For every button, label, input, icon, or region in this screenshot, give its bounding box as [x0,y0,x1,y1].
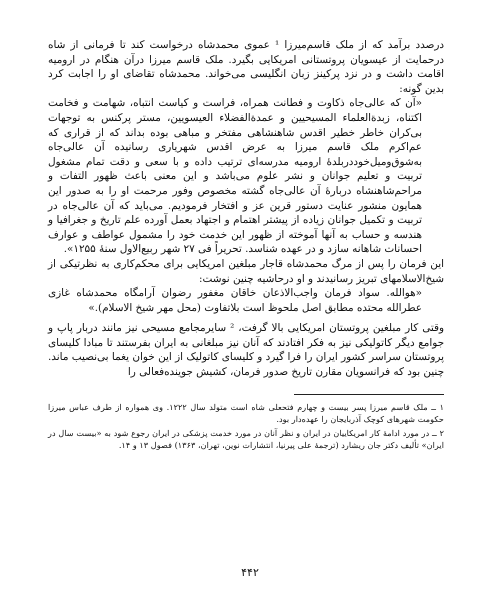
paragraph-missionaries: وقتی کار مبلغین پروتستان امریکایی بالا گرفت، ² سایرمجامع مسیحی نیز مانند دربار پاپ و جوامع دیگر کاتولیکی نیز به فکر افتادند که آنان نیز مبلغانی به ایران بفرستند تا مبادا کلیسای پروتستان سراسر کشور ایران را فرا گیرد و کلیسای کاتولیک از این خوان یغما بی‌نصیب ماند. چنین بود که فرانسویان مقارن تاریخ صدور فرمان، کشیش جوینده‌فعالی را [48,322,444,379]
footnote-divider [294,394,444,395]
paragraph-after-death: این فرمان را پس از مرگ محمدشاه قاجار مبلغین امریکایی برای محکم‌کاری به نظرتیکی از شیخ‌الاسلامهای تبریز رسانیدند و او درحاشیه چنین نوشت: [48,257,444,285]
footnote-2: ۲ ــ در مورد ادامهٔ کار امریکاییان در ایران و نظر آنان در مورد خدمت پزشکی در ایران رجوع شود به «بیست سال در ایران» تألیف دکتر جان ریشارد (ترجمهٔ علی پیرنیا، انتشارات نوین، تهران، ۱۳۶۳) فصول ۱۳ و ۱۴. [48,427,444,450]
paragraph-decree-quote: «آن که عالی‌جاه ذکاوت و فطانت همراه، فراست و کیاست انتباه، شهامت و فخامت اکتناه، زبدةالعلماء المسیحیین و عمدةالفضلاء العیسویین، مستر پرکنس به توجهات بی‌کران خاطر خطیر اقدس شاهنشاهی مفتخر و مباهی بوده بداند که از قراری که عم‌اکرم ملک قاسم میرزا به عرض اقدس شهریاری رسانیده آن عالی‌جاه به‌شوق‌ومیل‌خوددربلدۀ ارومیه مدرسه‌ای ترتیب داده و با سعی و دقت تمام مشغول تربیت و تعلیم جوانان و نشر علوم می‌باشد و این معنی باعث ظهور التفات و مراحم‌شاهنشاه دربارۀ آن عالی‌جاه گشته مخصوص وفور مرحمت او را به صدور این همایون منشور عنایت دستور قرین عز و افتخار فرمودیم. می‌باید که آن عالی‌جاه در تربیت و تکمیل جوانان زیاده از پیشتر اهتمام و اجتهاد بعمل آورده علم تاریخ و جغرافیا و هندسه و حساب به آنها آموخته از ظهور این خدمت خود را مشمول عواطف و عوارف احسانات شاهانه سازد و در عهده شناسد. تحریراً فی ۲۷ شهر ربیع‌الاول سنهٔ ۱۲۵۵». [48,97,422,256]
paragraph-margin-note: «هوالله. سواد فرمان واجب‌الاذعان خاقان مغفور رضوان آرامگاه محمدشاه غازی عطرالله محتده مطابق اصل ملحوظ است بلاتفاوت (محل مهر شیخ الاسلام).» [48,287,422,314]
page-number: ۴۴۲ [241,566,259,579]
footnote-1: ۱ ــ ملک قاسم میرزا پسر بیست و چهارم فتحعلی شاه است متولد سال ۱۲۲۲. وی همواره از طرف عباس میرزا حکومت شهرهای کوچک آذربایجان را عهده‌دار بود. [48,401,444,424]
paragraph-intro: درصدد برآمد که از ملک قاسم‌میرزا ¹ عموی محمدشاه درخواست کند تا فرمانی از شاه درحمایت از عیسویان پروتستانی امریکایی بگیرد. ملک قاسم میرزا درآن هنگام در ارومیه اقامت داشت و در نزد پرکینز زبان انگلیسی می‌خواند. محمدشاه تقاضای او را اجابت کرد بدین گونه: [48,39,445,95]
footnotes [48,401,444,451]
body-text [48,38,444,380]
